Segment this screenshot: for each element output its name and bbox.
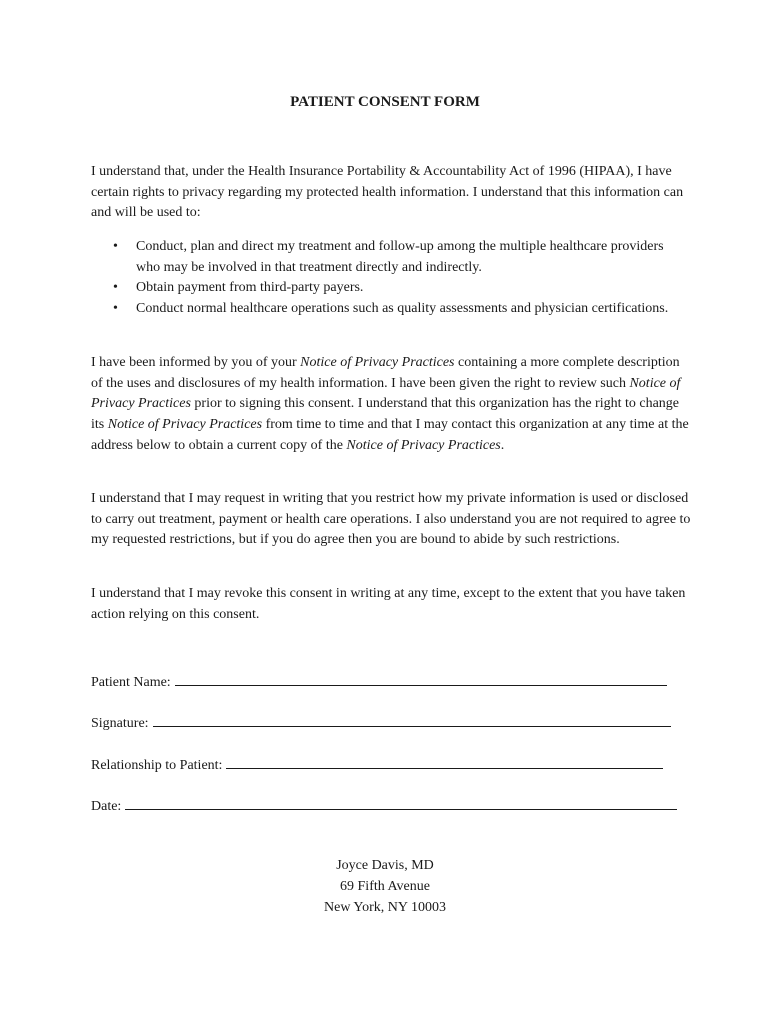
signature-label: Signature: (91, 716, 149, 731)
list-item (91, 278, 691, 299)
bullet-icon: • (113, 239, 118, 254)
date-label: Date: (91, 799, 122, 814)
bullet-icon: • (113, 301, 118, 317)
restriction-paragraph: I understand that I may request in writing that you restrict how my private information is used or disclosed to carry out treatment, payment or health care operations. I also understand you are not required to agree to my requested restrictions, but if you do agree then you are bound to abide by such restrictions. (91, 491, 691, 548)
relationship-field (91, 754, 663, 776)
list-item (91, 237, 691, 278)
date-field (91, 795, 677, 817)
practice-address (0, 855, 770, 918)
notice-title: Notice of Privacy Practices (300, 355, 455, 370)
signature-field (91, 712, 671, 734)
intro-paragraph: I understand that, under the Health Insurance Portability & Accountability Act of 1996 (HIPAA), I have certain rights to privacy regarding my protected health information. I understand that this information can and will be used to: (91, 164, 684, 221)
privacy-text: containing a more complete description of the uses and disclosures of my health information. I have been given the right to review such (91, 355, 680, 391)
list-item-text: Obtain payment from third-party payers. (136, 280, 364, 296)
signature-line[interactable] (153, 712, 671, 727)
privacy-text: prior to signing this consent. I understand that this organization has the right to change its (91, 396, 679, 433)
form-title: PATIENT CONSENT FORM (290, 94, 480, 110)
privacy-text: . (500, 437, 505, 453)
list-item (91, 299, 691, 320)
practice-street: 69 Fifth Avenue (340, 879, 430, 894)
relationship-label: Relationship to Patient: (91, 758, 223, 773)
patient-name-line[interactable] (175, 671, 667, 686)
privacy-text: from time to time and that I may contact this organization at any time at the address below to obtain a current copy of the (91, 417, 689, 453)
notice-title: Notice of Privacy Practices (346, 437, 501, 453)
date-line[interactable] (125, 795, 677, 810)
bullet-icon: • (113, 280, 118, 296)
practice-city: New York, NY 10003 (324, 900, 446, 915)
privacy-paragraph (91, 353, 691, 457)
patient-name-field (91, 671, 667, 693)
patient-name-label: Patient Name: (91, 675, 171, 690)
revoke-paragraph: I understand that I may revoke this consent in writing at any time, except to the extent that you have taken action relying on this consent. (91, 586, 686, 622)
practice-name: Joyce Davis, MD (336, 858, 434, 873)
privacy-text: I have been informed by you of your (91, 355, 301, 370)
list-item-text: Conduct normal healthcare operations such as quality assessments and physician certifications. (136, 301, 669, 317)
relationship-line[interactable] (226, 754, 663, 769)
notice-title: Notice of Privacy Practices (91, 375, 681, 412)
uses-list (91, 237, 691, 320)
list-item-text: Conduct, plan and direct my treatment and follow-up among the multiple healthcare providers who may be involved in that treatment directly and indirectly. (136, 239, 664, 275)
notice-title: Notice of Privacy Practices (107, 417, 263, 433)
